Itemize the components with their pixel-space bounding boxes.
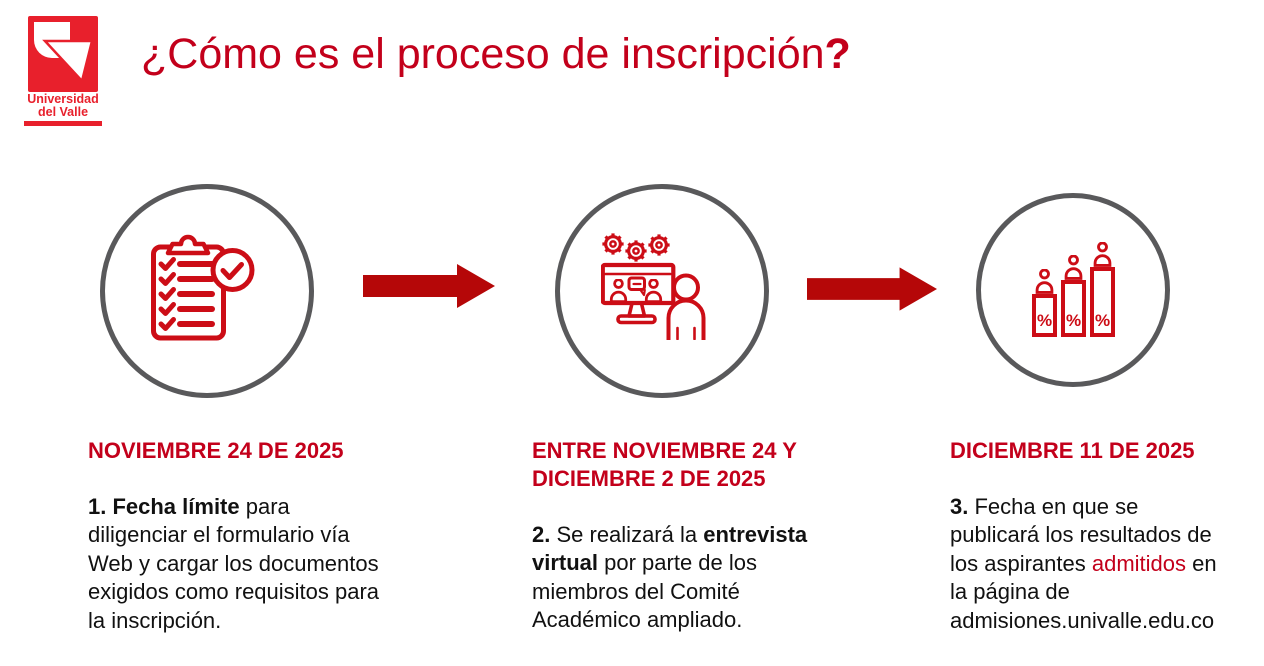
arrow-right-icon-2 — [807, 266, 937, 312]
percent-label-2: % — [1065, 310, 1082, 330]
univalle-logo-text — [20, 93, 106, 119]
logo-underline — [24, 121, 102, 126]
univalle-logo-icon — [28, 16, 98, 92]
step-3-date-heading: DICIEMBRE 11 DE 2025 — [950, 438, 1195, 463]
title-text: ¿Cómo es el proceso de inscripción — [141, 30, 825, 78]
step-2-description: 2. Se realizará la entrevista virtual por parte de los miembros del Comité Académico ampliado. — [532, 522, 808, 633]
step-2-date-heading: ENTRE NOVIEMBRE 24 Y DICIEMBRE 2 DE 2025 — [532, 438, 797, 491]
percent-label-3: % — [1094, 310, 1111, 330]
step-2-circle — [555, 184, 769, 398]
step-2-text — [532, 437, 832, 635]
step-1-text — [88, 437, 388, 635]
title-question-mark: ? — [824, 30, 851, 78]
step-1-circle — [100, 184, 314, 398]
step-3-circle — [976, 193, 1170, 387]
results-percentage-icon — [1031, 242, 1119, 339]
arrow-right-icon-1 — [363, 263, 495, 309]
univalle-logo — [20, 16, 106, 126]
virtual-interview-icon — [601, 229, 706, 340]
page-title — [141, 30, 851, 78]
step-3-text — [950, 437, 1222, 635]
percent-label-1: % — [1036, 310, 1053, 330]
step-1-date-heading: NOVIEMBRE 24 DE 2025 — [88, 438, 344, 463]
step-1-description: 1. Fecha límite para diligenciar el formulario vía Web y cargar los documentos exigidos como requisitos para la inscripción. — [88, 494, 380, 633]
step-3-description: 3. Fecha en que se publicará los resultados de los aspirantes admitidos en la página de admisiones.univalle.edu.co — [950, 494, 1217, 633]
checklist-clipboard-icon — [151, 232, 255, 342]
logo-line-1: Universidad — [27, 92, 99, 106]
logo-line-2: del Valle — [37, 105, 89, 119]
